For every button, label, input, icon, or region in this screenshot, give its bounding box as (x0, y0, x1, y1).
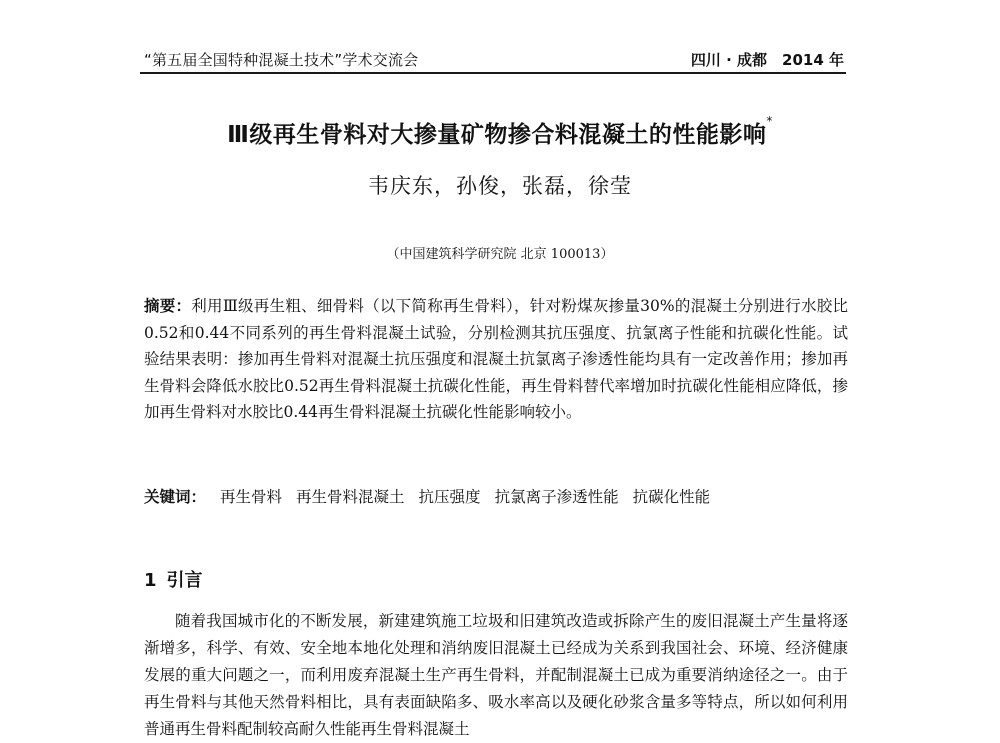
section-title: 引言 (166, 570, 203, 591)
running-header (140, 46, 846, 74)
keyword-item: 再生骨料混凝土 (296, 488, 405, 506)
keywords (144, 484, 848, 510)
keywords-label: 关键词： (144, 488, 207, 506)
affiliation: （中国建筑科学研究院 北京 100013） (386, 247, 614, 262)
conference-name: “第五届全国特种混凝土技术”学术交流会 (144, 51, 419, 69)
section-number: 1 (144, 570, 157, 591)
keyword-item: 再生骨料 (220, 488, 283, 506)
paper-title-text: Ⅲ级再生骨料对大掺量矿物掺合料混凝土的性能影响 (227, 122, 767, 148)
abstract (144, 293, 848, 426)
location-year: 四川 · 成都 2014 年 (690, 51, 844, 69)
abstract-text: 利用Ⅲ级再生粗、细骨料（以下简称再生骨料），针对粉煤灰掺量30%的混凝土分别进行水胶比0.52和0.44不同系列的再生骨料混凝土试验，分别检测其抗压强度、抗氯离子性能和抗碳化性能。试验结果表明：掺加再生骨料对混凝土抗压强度和混凝土抗氯离子渗透性能均具有一定改善作用；掺加再生骨料会降低水胶比0.52再生骨料混凝土抗碳化性能，再生骨料替代率增加时抗碳化性能相应降低，掺加再生骨料对水胶比0.44再生骨料混凝土抗碳化性能影响较小。 (144, 297, 848, 421)
keyword-item: 抗碳化性能 (632, 488, 711, 506)
abstract-label: 摘要： (144, 297, 192, 315)
title-footnote-mark: * (766, 114, 773, 128)
body-paragraph: 随着我国城市化的不断发展，新建建筑施工垃圾和旧建筑改造或拆除产生的废旧混凝土产生量将逐渐增多，科学、有效、安全地本地化处理和消纳废旧混凝土已经成为关系到我国社会、环境、经济健康发展的重大问题之一，而利用废弃混凝土生产再生骨料，并配制混凝土已成为重要消纳途径之一。由于再生骨料与其他天然骨料相比，具有表面缺陷多、吸水率高以及硬化砂浆含量多等特点，所以如何利用普通再生骨料配制较高耐久性能再生骨料混凝土 (144, 612, 848, 738)
keyword-item: 抗氯离子渗透性能 (494, 488, 619, 506)
author-list: 韦庆东，孙俊，张磊，徐莹 (368, 174, 632, 198)
section-heading (144, 566, 203, 592)
paper-title (0, 116, 1000, 149)
keyword-item: 抗压强度 (418, 488, 481, 506)
